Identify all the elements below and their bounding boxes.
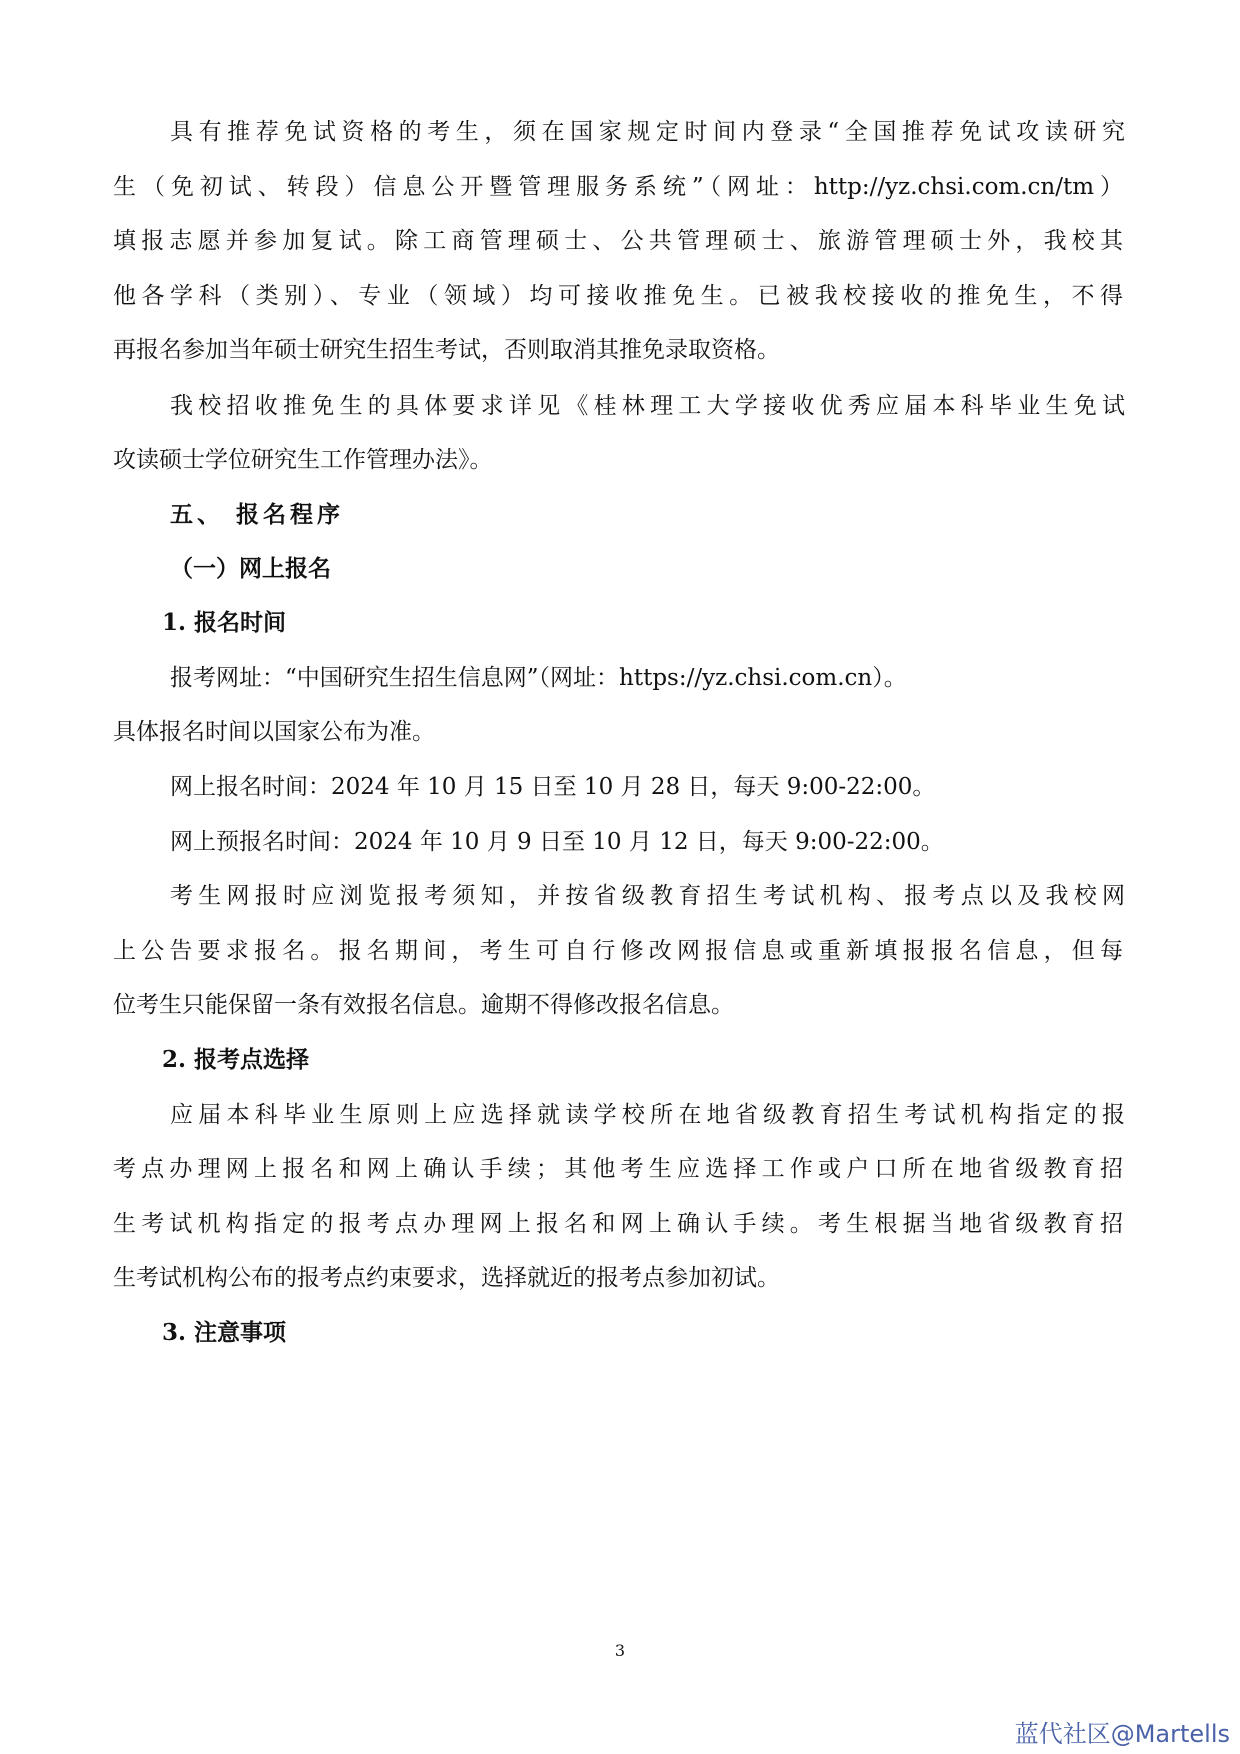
item-heading: 2. 报考点选择 [162,1046,310,1073]
paragraph-line: 再报名参加当年硕士研究生招生考试，否则取消其推免录取资格。 [113,337,780,363]
page-number: 3 [614,1641,626,1660]
paragraph-line: 我校招收推免生的具体要求详见《桂林理工大学接收优秀应届本科毕业生免试 [170,393,1125,419]
paragraph-line: 考点办理网上报名和网上确认手续；其他考生应选择工作或户口所在地省级教育招 [113,1156,1123,1182]
paragraph-line: 他各学科（类别）、专业（领域）均可接收推免生。已被我校接收的推免生，不得 [113,283,1123,309]
paragraph-line: 上公告要求报名。报名期间，考生可自行修改网报信息或重新填报报名信息，但每 [113,938,1123,964]
subsection-heading: （一）网上报名 [170,555,331,582]
paragraph-line: 网上报名时间：2024 年 10 月 15 日至 10 月 28 日，每天 9:00-22:00。 [170,774,936,800]
paragraph-line: 生考试机构公布的报考点约束要求，选择就近的报考点参加初试。 [113,1265,780,1291]
paragraph-line: 考生网报时应浏览报考须知，并按省级教育招生考试机构、报考点以及我校网 [170,883,1125,909]
paragraph-line: 位考生只能保留一条有效报名信息。逾期不得修改报名信息。 [113,992,734,1018]
item-heading: 3. 注意事项 [162,1319,287,1346]
watermark: 蓝代社区@Martells [1014,1720,1230,1748]
paragraph-line: 具体报名时间以国家公布为准。 [113,719,435,745]
paragraph-line: 具有推荐免试资格的考生，须在国家规定时间内登录“全国推荐免试攻读研究 [170,119,1125,145]
paragraph-line: 报考网址：“中国研究生招生信息网”（网址：https://yz.chsi.com.cn）。 [170,665,907,691]
paragraph-line: 应届本科毕业生原则上应选择就读学校所在地省级教育招生考试机构指定的报 [170,1102,1125,1128]
item-heading: 1. 报名时间 [162,609,287,636]
paragraph-line: 填报志愿并参加复试。除工商管理硕士、公共管理硕士、旅游管理硕士外，我校其 [113,228,1123,254]
paragraph-line: 生考试机构指定的报考点办理网上报名和网上确认手续。考生根据当地省级教育招 [113,1211,1123,1237]
paragraph-line: 网上预报名时间：2024 年 10 月 9 日至 10 月 12 日，每天 9:00-22:00。 [170,829,944,855]
section-heading: 五、 报名程序 [170,501,345,528]
paragraph-line: 攻读硕士学位研究生工作管理办法》。 [113,447,493,473]
paragraph-line: 生（免初试、转段）信息公开暨管理服务系统”（网址：http://yz.chsi.com.cn/tm） [113,174,1123,200]
